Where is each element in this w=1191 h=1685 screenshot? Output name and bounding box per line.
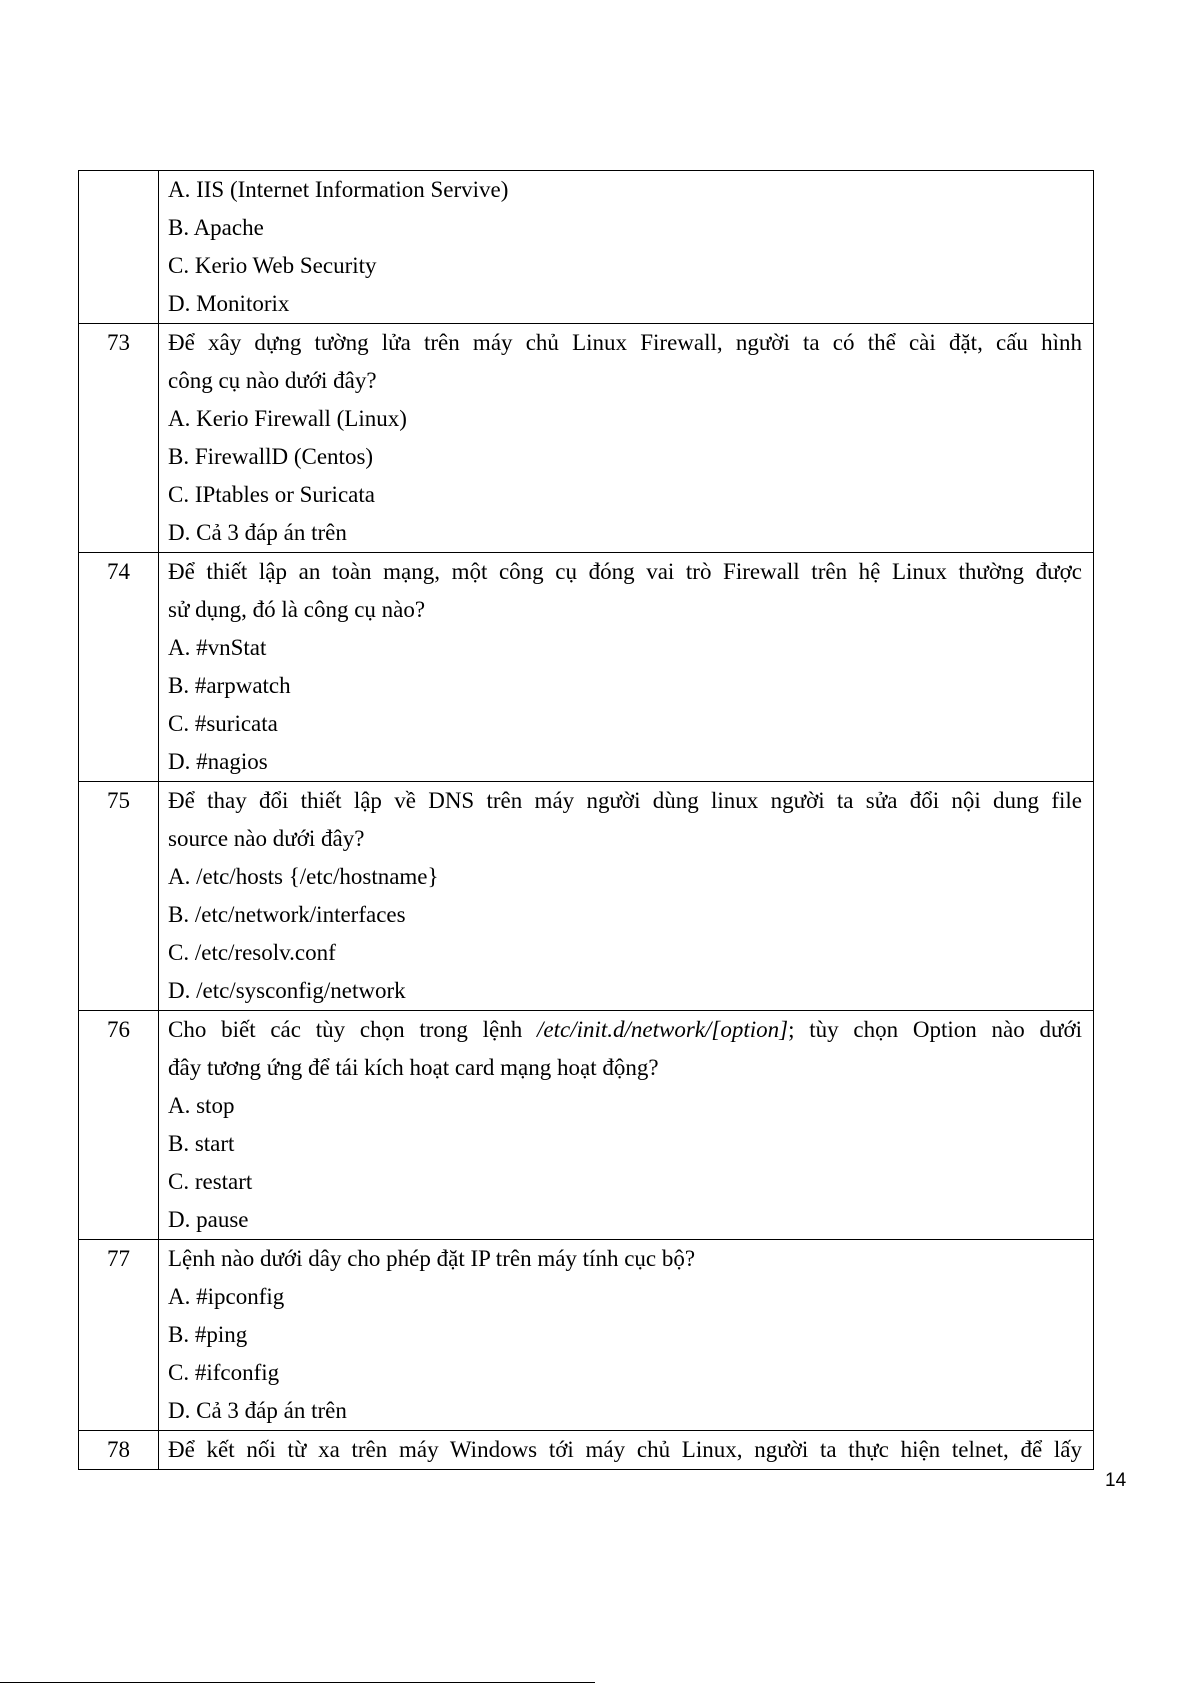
table-row bbox=[79, 1011, 1094, 1240]
question-number bbox=[79, 171, 159, 324]
option-a: A. #ipconfig bbox=[168, 1284, 285, 1309]
option-c: C. #ifconfig bbox=[168, 1360, 280, 1385]
question-stem-line: Để thay đổi thiết lập về DNS trên máy người dùng linux người ta sửa đổi nội dung file bbox=[168, 788, 1082, 813]
question-content bbox=[159, 1240, 1094, 1431]
question-table bbox=[78, 170, 1094, 1470]
question-stem-line: Lệnh nào dưới dây cho phép đặt IP trên máy tính cục bộ? bbox=[168, 1246, 696, 1271]
question-content bbox=[159, 171, 1094, 324]
option-b: B. start bbox=[168, 1131, 235, 1156]
question-number: 78 bbox=[79, 1431, 159, 1470]
question-number: 76 bbox=[79, 1011, 159, 1240]
question-content bbox=[159, 1431, 1094, 1470]
option-c: C. /etc/resolv.conf bbox=[168, 940, 336, 965]
option-c: C. restart bbox=[168, 1169, 253, 1194]
table-row bbox=[79, 324, 1094, 553]
option-d: D. Cả 3 đáp án trên bbox=[168, 1398, 347, 1423]
option-a: A. Kerio Firewall (Linux) bbox=[168, 406, 407, 431]
question-stem-line: Để kết nối từ xa trên máy Windows tới máy chủ Linux, người ta thực hiện telnet, để lấy bbox=[168, 1437, 1082, 1462]
option-c: C. IPtables or Suricata bbox=[168, 482, 375, 507]
question-number: 74 bbox=[79, 553, 159, 782]
question-stem-line: đây tương ứng để tái kích hoạt card mạng hoạt động? bbox=[168, 1055, 659, 1080]
question-content bbox=[159, 324, 1094, 553]
command-path: /etc/init.d/network/[option] bbox=[537, 1017, 789, 1042]
option-d: D. #nagios bbox=[168, 749, 268, 774]
question-stem-line: Để xây dựng tường lửa trên máy chủ Linux Firewall, người ta có thể cài đặt, cấu hình bbox=[168, 330, 1082, 355]
question-number: 73 bbox=[79, 324, 159, 553]
option-b: B. #arpwatch bbox=[168, 673, 291, 698]
stem-text: ; tùy chọn Option nào dưới bbox=[788, 1017, 1082, 1042]
option-a: A. stop bbox=[168, 1093, 235, 1118]
question-content bbox=[159, 1011, 1094, 1240]
option-b: B. /etc/network/interfaces bbox=[168, 902, 406, 927]
option-a: A. /etc/hosts {/etc/hostname} bbox=[168, 864, 439, 889]
question-stem-line: công cụ nào dưới đây? bbox=[168, 368, 377, 393]
option-a: A. #vnStat bbox=[168, 635, 267, 660]
option-d: D. /etc/sysconfig/network bbox=[168, 978, 406, 1003]
question-content bbox=[159, 553, 1094, 782]
table-row bbox=[79, 1431, 1094, 1470]
page-number: 14 bbox=[1105, 1470, 1127, 1491]
option-b: B. FirewallD (Centos) bbox=[168, 444, 374, 469]
table-row bbox=[79, 553, 1094, 782]
option-c: C. #suricata bbox=[168, 711, 278, 736]
option-d: D. pause bbox=[168, 1207, 249, 1232]
option-b: B. Apache bbox=[168, 215, 264, 240]
question-stem-line: sử dụng, đó là công cụ nào? bbox=[168, 597, 426, 622]
stem-text: Cho biết các tùy chọn trong lệnh bbox=[168, 1017, 538, 1042]
table-row bbox=[79, 1240, 1094, 1431]
option-b: B. #ping bbox=[168, 1322, 248, 1347]
footnote-rule bbox=[0, 1682, 595, 1683]
question-content bbox=[159, 782, 1094, 1011]
question-number: 77 bbox=[79, 1240, 159, 1431]
question-stem-line: source nào dưới đây? bbox=[168, 826, 365, 851]
table-row bbox=[79, 171, 1094, 324]
question-stem-line: Để thiết lập an toàn mạng, một công cụ đóng vai trò Firewall trên hệ Linux thường được bbox=[168, 559, 1082, 584]
question-stem-line bbox=[168, 1011, 1082, 1049]
question-number: 75 bbox=[79, 782, 159, 1011]
option-d: D. Cả 3 đáp án trên bbox=[168, 520, 347, 545]
option-d: D. Monitorix bbox=[168, 291, 290, 316]
option-c: C. Kerio Web Security bbox=[168, 253, 377, 278]
table-row bbox=[79, 782, 1094, 1011]
option-a: A. IIS (Internet Information Servive) bbox=[168, 177, 509, 202]
